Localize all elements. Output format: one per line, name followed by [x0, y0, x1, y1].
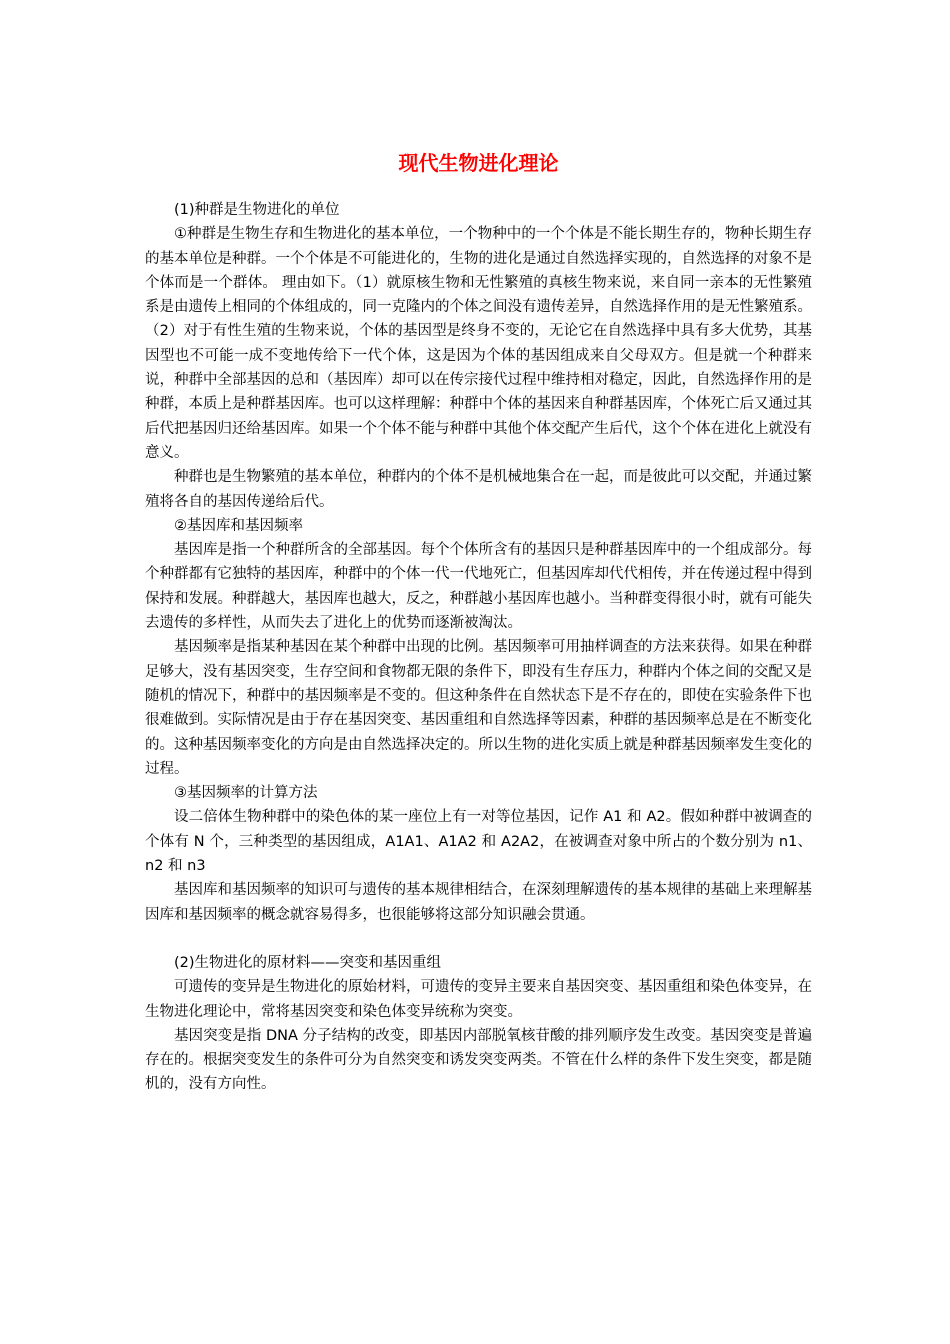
paragraph: 设二倍体生物种群中的染色体的某一座位上有一对等位基因，记作 A1 和 A2。假如种群中被调查的个体有 N 个，三种类型的基因组成，A1A1、A1A2 和 A2A2，在被调查对象中所占的个数分别为 n1、n2 和 n3	[145, 809, 812, 875]
paragraph: 种群也是生物繁殖的基本单位，种群内的个体不是机械地集合在一起，而是彼此可以交配，并通过繁殖将各自的基因传递给后代。	[145, 469, 812, 510]
subheading-gene-pool: ②基因库和基因频率	[174, 517, 303, 534]
section-heading-2: (2)生物进化的原材料——突变和基因重组	[174, 954, 442, 971]
paragraph: 可遗传的变异是生物进化的原始材料，可遗传的变异主要来自基因突变、基因重组和染色体变异，在生物进化理论中，常将基因突变和染色体变异统称为突变。	[145, 979, 812, 1020]
paragraph: 基因突变是指 DNA 分子结构的改变，即基因内部脱氧核苷酸的排列顺序发生改变。基因突变是普遍存在的。根据突变发生的条件可分为自然突变和诱发突变两类。不管在什么样的条件下发生突变，都是随机的，没有方向性。	[145, 1027, 812, 1093]
paragraph: 基因库是指一个种群所含的全部基因。每个个体所含有的基因只是种群基因库中的一个组成部分。每个种群都有它独特的基因库，种群中的个体一代一代地死亡，但基因库却代代相传，并在传递过程中得到保持和发展。种群越大，基因库也越大，反之，种群越小基因库也越小。当种群变得很小时，就有可能失去遗传的多样性，从而失去了进化上的优势而逐渐被淘汰。	[145, 542, 812, 632]
section-heading-1: (1)种群是生物进化的单位	[174, 202, 340, 218]
section-spacer	[145, 927, 812, 951]
document-page	[145, 148, 812, 1097]
document-title: 现代生物进化理论	[398, 151, 559, 175]
paragraph: 基因库和基因频率的知识可与遗传的基本规律相结合，在深刻理解遗传的基本规律的基础上来理解基因库和基因频率的概念就容易得多，也很能够将这部分知识融会贯通。	[145, 882, 812, 923]
paragraph: ①种群是生物生存和生物进化的基本单位，一个物种中的一个个体是不能长期生存的，物种长期生存的基本单位是种群。一个个体是不可能进化的，生物的进化是通过自然选择实现的，自然选择的对象不是个体而是一个群体。 理由如下。（1）就原核生物和无性繁殖的真核生物来说，来自同一亲本的无性繁殖系是由遗传上相同的个体组成的，同一克隆内的个体之间没有遗传差异，自然选择作用的是无性繁殖系。（2）对于有性生殖的生物来说，个体的基因型是终身不变的，无论它在自然选择中具有多大优势，其基因型也不可能一成不变地传给下一代个体，这是因为个体的基因组成来自父母双方。但是就一个种群来说，种群中全部基因的总和（基因库）却可以在传宗接代过程中维持相对稳定，因此，自然选择作用的是种群，本质上是种群基因库。也可以这样理解：种群中个体的基因来自种群基因库，个体死亡后又通过其后代把基因归还给基因库。如果一个个体不能与种群中其他个体交配产生后代，这个个体在进化上就没有意义。	[145, 226, 812, 461]
paragraph: 基因频率是指某种基因在某个种群中出现的比例。基因频率可用抽样调查的方法来获得。如果在种群足够大，没有基因突变，生存空间和食物都无限的条件下，即没有生存压力，种群内个体之间的交配又是随机的情况下，种群中的基因频率是不变的。但这种条件在自然状态下是不存在的，即使在实验条件下也很难做到。实际情况是由于存在基因突变、基因重组和自然选择等因素，种群的基因频率总是在不断变化的。这种基因频率变化的方向是由自然选择决定的。所以生物的进化实质上就是种群基因频率发生变化的过程。	[145, 639, 812, 777]
subheading-calculation: ③基因频率的计算方法	[174, 785, 318, 802]
